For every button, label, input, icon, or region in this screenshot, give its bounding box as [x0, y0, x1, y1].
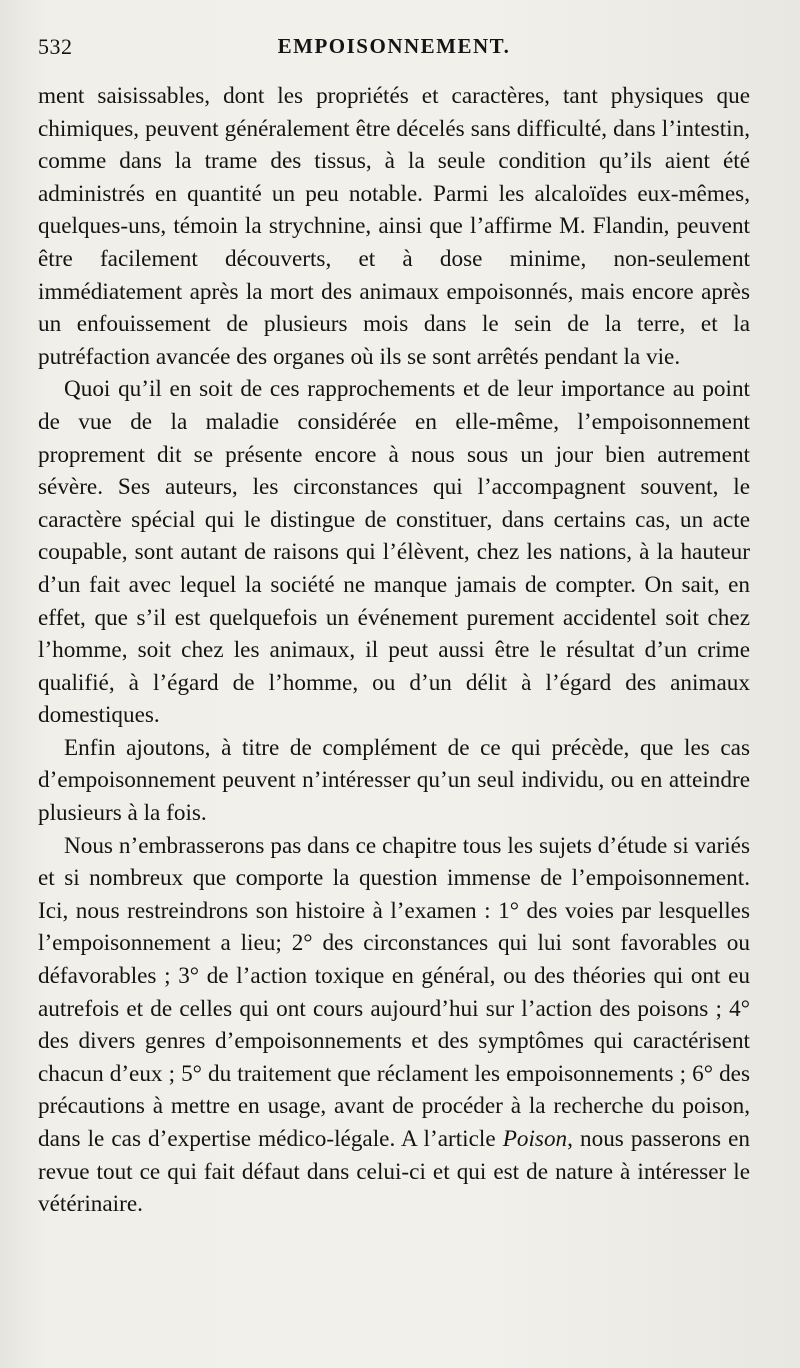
paragraph-continuation: ment saisissables, dont les propriétés et caractères, tant physiques que chimiques, peuvent généralement être décelés sans difficulté, dans l’intestin, comme dans la trame des tissus, à la seule condition qu’ils aient été administrés en quantité un peu notable. Parmi les alcaloïdes eux-mêmes, quelques-uns, témoin la strychnine, ainsi que l’affirme M. Flandin, peuvent être facilement découverts, et à dose minime, non-seulement immédiatement après la mort des animaux empoisonnés, mais encore après un enfouissement de plusieurs mois dans le sein de la terre, et la putréfaction avancée des organes où ils se sont arrêtés pendant la vie.	[38, 83, 750, 370]
paragraph-importance: Quoi qu’il en soit de ces rapprochements et de leur importance au point de vue de la maladie considérée en elle-même, l’empoisonnement proprement dit se présente encore à nous sous un jour bien autrement sévère. Ses auteurs, les circonstances qui l’accompagnent souvent, le caractère spécial qui le distingue de constituer, dans certains cas, un acte coupable, sont autant de raisons qui l’élèvent, chez les nations, à la hauteur d’un fait avec lequel la société ne manque jamais de compter. On sait, en effet, que s’il est quelquefois un événement purement accidentel soit chez l’homme, soit chez les animaux, il peut aussi être le résultat d’un crime qualifié, à l’égard de l’homme, ou d’un délit à l’égard des animaux domestiques.	[38, 376, 750, 729]
page-number: 532	[38, 34, 73, 59]
paragraph-outline	[38, 830, 750, 1221]
article-reference: Poison	[502, 1126, 568, 1152]
running-title: EMPOISONNEMENT.	[277, 34, 511, 58]
body-text	[38, 80, 750, 1221]
outline-text-start: Nous n’embrasserons pas dans ce chapitre tous les sujets d’étude si variés et si nombreux que comporte la question immense de l’empoisonnement. Ici, nous restreindrons son histoire à l’examen : 1° des voies par lesquelles l’empoisonnement a lieu; 2° des circonstances qui lui sont favorables ou défavorables ; 3° de l’action toxique en général, ou des théories qui ont eu autrefois et de celles qui ont cours aujourd’hui sur l’action des poisons ; 4° des divers genres d’empoisonnements et des symptômes qui caractérisent chacun d’eux ; 5° du traitement que réclament les empoisonnements ; 6° des précautions à mettre en usage, avant de procéder à la recherche du poison, dans le cas d’expertise médico-légale. A l’article	[38, 832, 750, 1152]
paragraph-cases: Enfin ajoutons, à titre de complément de ce qui précède, que les cas d’empoisonnement peuvent n’intéresser qu’un seul individu, ou en atteindre plusieurs à la fois.	[38, 734, 750, 827]
outline-text-end: , nous passerons en revue tout ce qui fait défaut dans celui-ci et qui est de nature à intéresser le vétérinaire.	[38, 1126, 750, 1218]
page-header	[38, 34, 750, 64]
